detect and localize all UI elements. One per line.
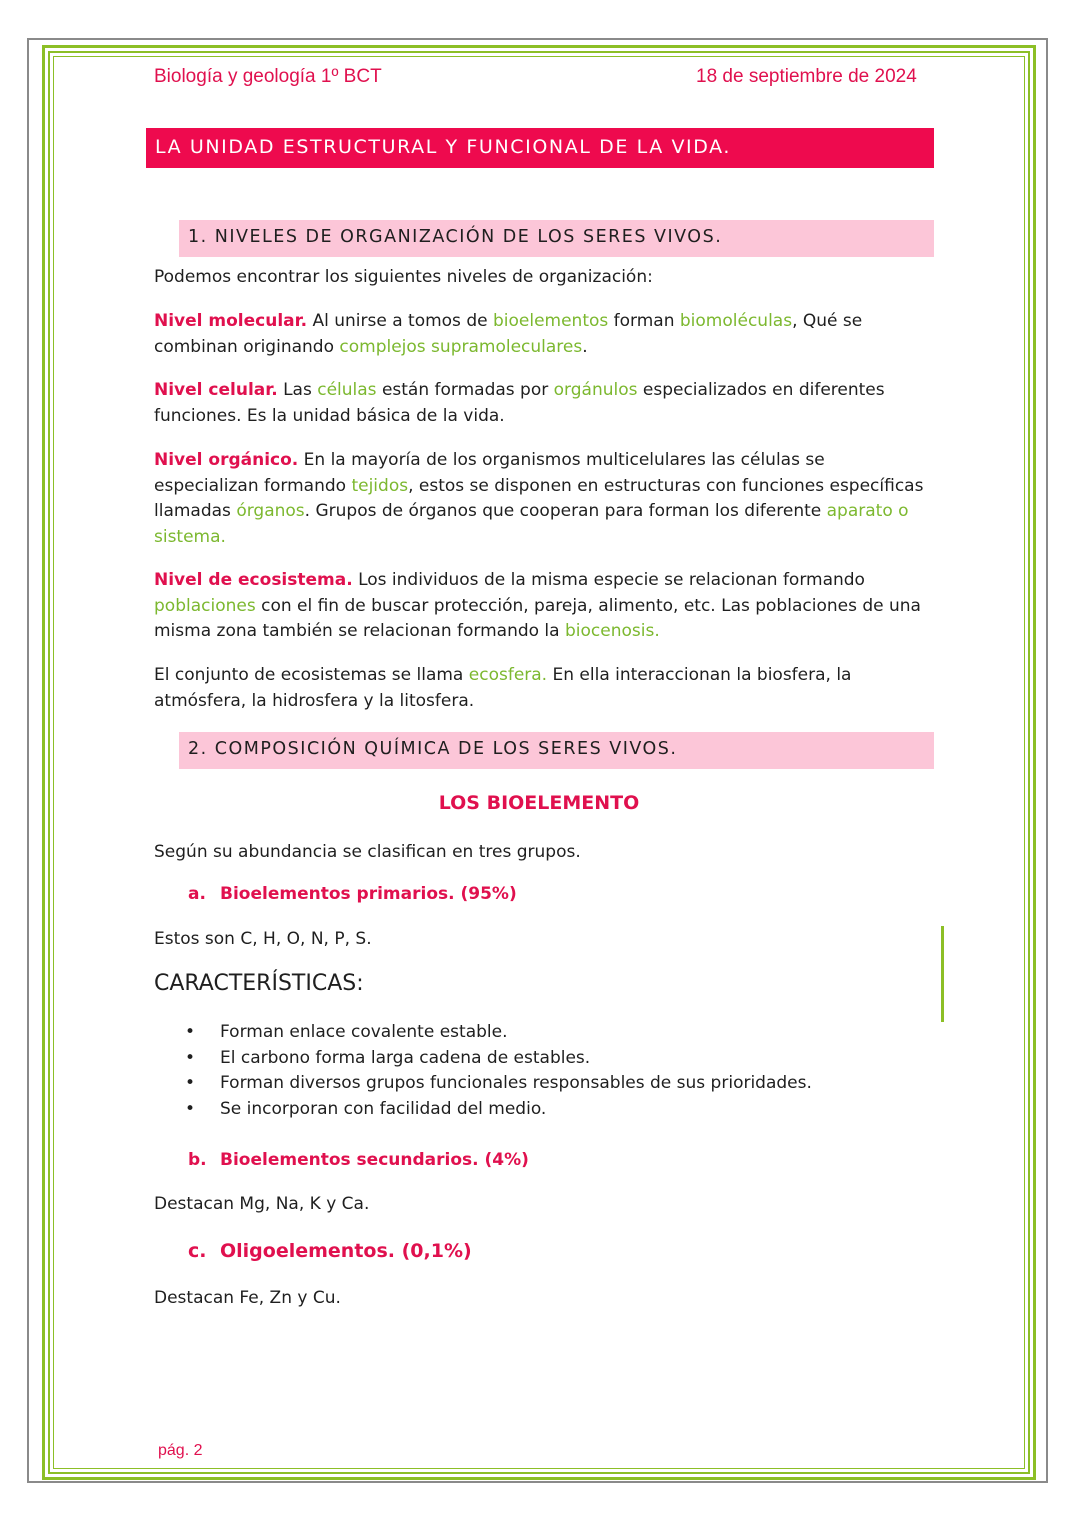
term-organulos: orgánulos [553, 380, 638, 400]
list-item [154, 1071, 812, 1097]
text: . Grupos de órganos que cooperan para forman los diferente [304, 501, 827, 521]
text: , Qué se combinan originando [154, 311, 863, 357]
text: Los individuos de la misma especie se relacionan formando [352, 570, 865, 590]
page-title: LA UNIDAD ESTRUCTURAL Y FUNCIONAL DE LA VIDA. [146, 128, 934, 168]
list-item-text: El carbono forma larga cadena de estables. [220, 1047, 591, 1068]
text: están formadas por [376, 380, 554, 400]
term-tejidos: tejidos [351, 475, 409, 496]
text: especializados en diferentes funciones. Es la unidad básica de la vida. [154, 380, 885, 426]
margin-line [941, 926, 944, 1022]
bullet-icon: • [185, 1073, 196, 1093]
secundarios-text: Destacan Mg, Na, K y Ca. [154, 1194, 370, 1214]
label: Oligoelementos. (0,1%) [220, 1240, 472, 1262]
term-celulas: células [317, 380, 377, 400]
header-date: 18 de septiembre de 2024 [696, 66, 917, 87]
section-2-heading: 2. COMPOSICIÓN QUÍMICA DE LOS SERES VIVOS. [179, 732, 934, 769]
paragraph-celular [154, 378, 934, 429]
text: En la mayoría de los organismos multicelulares las células se especializan formando [154, 450, 825, 496]
text: En ella interaccionan la biosfera, la atmósfera, la hidrosfera y la litosfera. [154, 665, 852, 711]
text: . [582, 336, 588, 357]
list-item-text: Forman enlace covalente estable. [220, 1022, 508, 1042]
text: Las [277, 380, 318, 400]
oligoelementos-text: Destacan Fe, Zn y Cu. [154, 1288, 341, 1308]
list-item [154, 1046, 812, 1072]
letter: a. [188, 884, 206, 904]
text: El conjunto de ecosistemas se llama [154, 665, 469, 685]
primarios-text: Estos son C, H, O, N, P, S. [154, 929, 372, 949]
paragraph-organico [154, 448, 934, 550]
label-ecosistema: Nivel de ecosistema. [154, 570, 353, 590]
letter: c. [188, 1240, 207, 1262]
bullet-icon: • [185, 1047, 196, 1068]
term-biomoleculas: biomoléculas [679, 311, 793, 331]
text: Al unirse a tomos de [307, 311, 493, 331]
paragraph-ecosistema [154, 568, 934, 645]
bullet-icon: • [185, 1022, 196, 1042]
paragraph-molecular [154, 309, 934, 360]
section-1-heading: 1. NIVELES DE ORGANIZACIÓN DE LOS SERES VIVOS. [179, 220, 934, 257]
section-1-intro: Podemos encontrar los siguientes niveles de organización: [154, 267, 653, 287]
caracteristicas-list [154, 1020, 812, 1122]
term-complejos: complejos supramoleculares [339, 336, 583, 357]
bullet-icon: • [185, 1098, 196, 1119]
paragraph-ecosfera [154, 663, 934, 714]
text: , estos se disponen en estructuras con funciones específicas llamadas [154, 475, 924, 521]
section-2-intro: Según su abundancia se clasifican en tres grupos. [154, 842, 581, 862]
label: Bioelementos secundarios. (4%) [220, 1150, 529, 1170]
text: forman [608, 311, 680, 331]
text: con el fin de buscar protección, pareja, alimento, etc. Las poblaciones de una misma zona también se relacionan formando la [154, 595, 921, 641]
term-bioelementos: bioelementos [492, 311, 609, 331]
header-subject: Biología y geología 1º BCT [154, 66, 382, 87]
term-biocenosis: biocenosis. [564, 621, 660, 641]
caracteristicas-heading: CARACTERÍSTICAS: [154, 971, 364, 996]
subheading-primarios [188, 884, 517, 904]
subheading-secundarios [188, 1150, 529, 1170]
term-aparato: aparato o sistema. [154, 501, 909, 547]
subheading-oligoelementos [188, 1240, 472, 1262]
page-number: pág. 2 [158, 1442, 203, 1459]
letter: b. [188, 1150, 207, 1170]
list-item-text: Se incorporan con facilidad del medio. [220, 1098, 547, 1119]
list-item-text: Forman diversos grupos funcionales responsables de sus prioridades. [220, 1073, 812, 1093]
list-item [154, 1020, 812, 1046]
label-organico: Nivel orgánico. [154, 450, 299, 470]
term-ecosfera: ecosfera. [468, 665, 548, 685]
bioelementos-title: LOS BIOELEMENTO [438, 792, 640, 814]
label-molecular: Nivel molecular. [154, 311, 308, 331]
term-poblaciones: poblaciones [154, 595, 256, 616]
term-organos: órganos [236, 501, 305, 521]
label-celular: Nivel celular. [154, 380, 278, 400]
label: Bioelementos primarios. (95%) [220, 884, 517, 904]
list-item [154, 1097, 812, 1123]
